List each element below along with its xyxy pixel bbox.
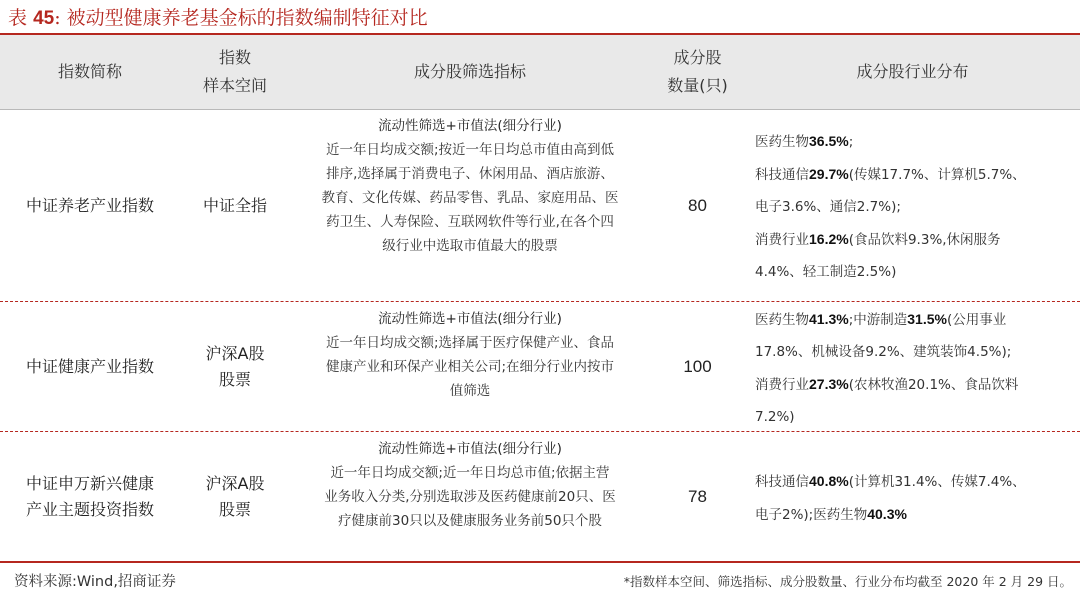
distribution-text: ;中游制造 xyxy=(848,312,908,328)
screening-line: 药卫生、人寿保险、互联网软件等行业,在各个四 xyxy=(326,214,614,230)
distribution-line xyxy=(755,125,1026,158)
sector-weight: 16.2% xyxy=(809,231,849,247)
distribution-text: (公用事业 xyxy=(946,312,1007,328)
index-name-line: 中证健康产业指数 xyxy=(25,357,154,376)
screening-method: 流动性筛选+市值法(细分行业) xyxy=(378,311,562,327)
date-footnote: *指数样本空间、筛选指标、成分股数量、行业分布均截至 2020 年 2 月 29 日。 xyxy=(623,574,1072,589)
header-index-name xyxy=(0,35,180,109)
index-name-line: 中证申万新兴健康 xyxy=(25,474,154,493)
distribution-line xyxy=(755,158,1026,191)
row1-sample-space xyxy=(180,110,290,301)
screening-line: 级行业中选取市值最大的股票 xyxy=(382,238,558,254)
sample-space-line: 中证全指 xyxy=(202,195,267,215)
distribution-text: 消费行业 xyxy=(755,232,809,248)
header-distribution-label: 成分股行业分布 xyxy=(856,62,969,81)
row2-distribution xyxy=(755,303,1018,433)
caption-prefix: 表 xyxy=(8,7,28,29)
sector-weight: 27.3% xyxy=(809,376,849,392)
header-count-line2: 数量(只) xyxy=(667,76,728,95)
source-note: 资料来源:Wind,招商证券 xyxy=(14,574,176,590)
distribution-text: 科技通信 xyxy=(755,167,809,183)
distribution-text: (食品饮料9.3%,休闲服务 xyxy=(848,232,1001,248)
header-count xyxy=(650,35,745,109)
sector-weight: 40.8% xyxy=(809,473,849,489)
screening-line: 业务收入分类,分别选取涉及医药健康前20只、医 xyxy=(324,489,616,505)
caption-number: 45 xyxy=(33,8,55,29)
row2-screening xyxy=(290,307,650,403)
screening-method: 流动性筛选+市值法(细分行业) xyxy=(378,441,562,457)
screening-line: 健康产业和环保产业相关公司;在细分行业内按市 xyxy=(325,359,615,375)
sector-weight: 36.5% xyxy=(809,133,849,149)
screening-line: 近一年日均成交额;选择属于医疗保健产业、食品 xyxy=(325,335,615,351)
row1-distribution xyxy=(755,125,1026,288)
screening-line: 近一年日均成交额;近一年日均总市值;依据主营 xyxy=(330,465,610,481)
row3-count: 78 xyxy=(688,487,707,506)
row2-divider xyxy=(0,431,1080,432)
screening-line: 教育、文化传媒、药品零售、乳品、家庭用品、医 xyxy=(321,190,619,206)
row1-screening xyxy=(290,114,650,258)
row1-count: 80 xyxy=(688,195,707,215)
distribution-text: 电子2%);医药生物 xyxy=(755,507,868,523)
screening-line: 值筛选 xyxy=(449,383,491,399)
distribution-line xyxy=(755,368,1018,401)
index-name-line: 产业主题投资指数 xyxy=(25,500,154,519)
distribution-line xyxy=(755,498,1026,531)
header-index-name-label: 指数简称 xyxy=(57,62,122,81)
sector-weight: 31.5% xyxy=(907,311,947,327)
distribution-text: 17.8%、机械设备9.2%、建筑装饰4.5%); xyxy=(755,344,1012,360)
sector-weight: 29.7% xyxy=(809,166,849,182)
table-header xyxy=(0,35,1080,109)
header-distribution xyxy=(745,35,1080,109)
distribution-text: 医药生物 xyxy=(755,134,809,150)
distribution-line xyxy=(755,191,1026,223)
distribution-text: (农林牧渔20.1%、食品饮料 xyxy=(848,377,1019,393)
distribution-line xyxy=(755,303,1018,336)
index-name-line: 中证养老产业指数 xyxy=(25,195,154,215)
distribution-text: ; xyxy=(848,134,854,150)
header-count-line1: 成分股 xyxy=(673,48,722,67)
sample-space-line: 股票 xyxy=(218,370,251,389)
distribution-text: 消费行业 xyxy=(755,377,809,393)
row3-sample-space xyxy=(180,433,290,561)
table-bottom-rule xyxy=(0,561,1080,563)
sample-space-line: 沪深A股 xyxy=(205,474,265,493)
distribution-text: (传媒17.7%、计算机5.7%、 xyxy=(848,167,1026,183)
row2-index-name xyxy=(0,303,180,431)
distribution-line xyxy=(755,336,1018,368)
distribution-text: (计算机31.4%、传媒7.4%、 xyxy=(848,474,1026,490)
table-caption xyxy=(8,3,428,30)
screening-line: 疗健康前30只以及健康服务业务前50只个股 xyxy=(338,513,602,529)
sector-weight: 41.3% xyxy=(809,311,849,327)
distribution-text: 电子3.6%、通信2.7%); xyxy=(755,199,901,215)
row1-index-name xyxy=(0,110,180,301)
row3-distribution xyxy=(755,465,1026,531)
distribution-text: 4.4%、轻工制造2.5%) xyxy=(755,264,897,280)
row1-divider xyxy=(0,301,1080,302)
distribution-text: 7.2%) xyxy=(755,409,795,425)
header-screening xyxy=(290,35,650,109)
distribution-text: 科技通信 xyxy=(755,474,809,490)
header-sample-space xyxy=(180,35,290,109)
distribution-line xyxy=(755,223,1026,256)
sample-space-line: 沪深A股 xyxy=(205,344,265,363)
distribution-line xyxy=(755,256,1026,288)
row2-count: 100 xyxy=(683,357,712,376)
distribution-text: 医药生物 xyxy=(755,312,809,328)
header-sample-space-line2: 样本空间 xyxy=(202,76,267,95)
header-screening-label: 成分股筛选指标 xyxy=(413,62,526,81)
screening-line: 近一年日均成交额;按近一年日均总市值由高到低 xyxy=(325,142,615,158)
screening-line: 排序,选择属于消费电子、休闲用品、酒店旅游、 xyxy=(326,166,614,182)
header-sample-space-line1: 指数 xyxy=(218,48,251,67)
distribution-line xyxy=(755,465,1026,498)
row3-screening xyxy=(290,437,650,533)
distribution-line xyxy=(755,401,1018,433)
sample-space-line: 股票 xyxy=(218,500,251,519)
sector-weight: 40.3% xyxy=(867,506,907,522)
row3-index-name xyxy=(0,433,180,561)
screening-method: 流动性筛选+市值法(细分行业) xyxy=(378,118,562,134)
caption-title: : 被动型健康养老基金标的指数编制特征对比 xyxy=(54,7,428,29)
row2-sample-space xyxy=(180,303,290,431)
